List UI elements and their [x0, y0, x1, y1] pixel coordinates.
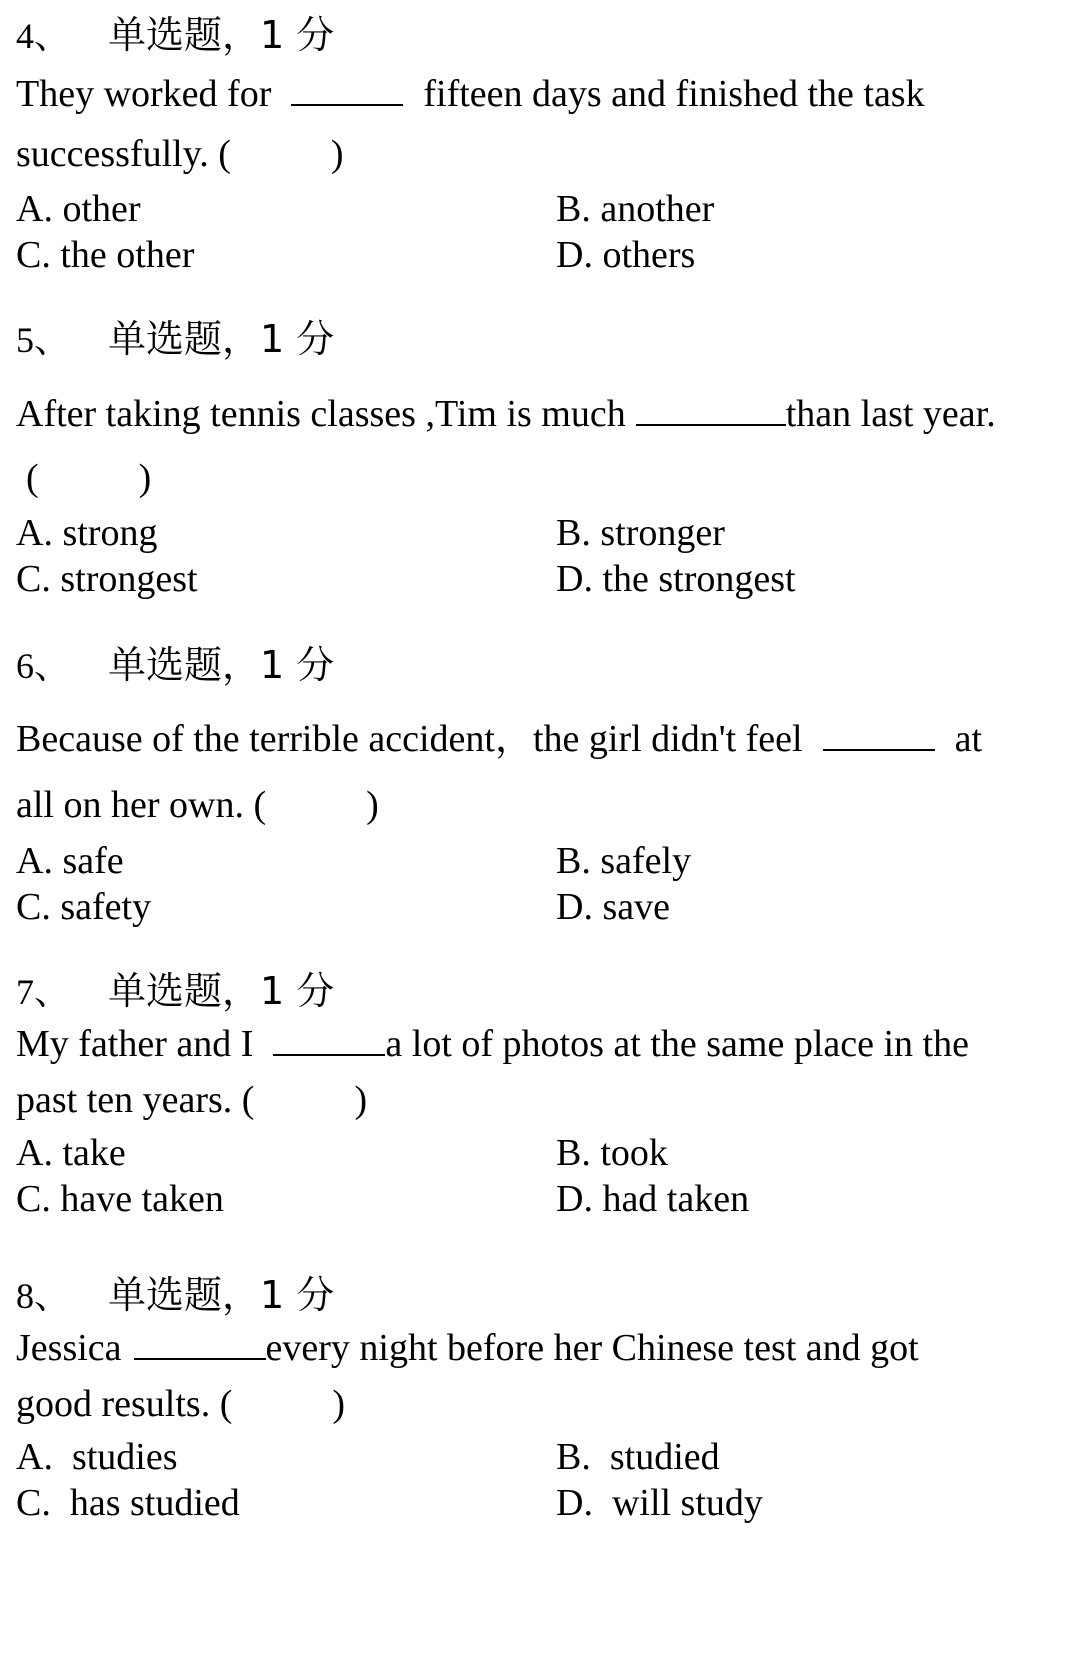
- options: [16, 1130, 1066, 1222]
- stem-text: Because of the terrible accident，the girl didn't feel: [16, 718, 803, 760]
- question-number: 6、: [16, 646, 71, 686]
- stem-text: successfully. (: [16, 133, 231, 175]
- stem-paren-close: ): [332, 1383, 346, 1425]
- question-header: [16, 1272, 1066, 1318]
- options: [16, 1434, 1066, 1526]
- question-header: [16, 642, 1066, 688]
- option-d[interactable]: D. will study: [556, 1482, 763, 1524]
- stem-text: (: [26, 457, 39, 499]
- option-c[interactable]: C. has studied: [16, 1482, 240, 1524]
- question-5: [16, 316, 1066, 602]
- question-type: 单选题，1 分: [108, 1273, 335, 1317]
- question-stem: [16, 706, 1066, 838]
- option-b[interactable]: B. stronger: [556, 512, 725, 554]
- options: [16, 510, 1066, 602]
- stem-paren-close: ): [354, 1079, 368, 1121]
- question-type: 单选题，1 分: [108, 317, 335, 361]
- question-4: [16, 12, 1066, 278]
- answer-blank: [273, 1020, 385, 1056]
- question-header: [16, 12, 1066, 58]
- options: [16, 838, 1066, 930]
- stem-paren-close: ): [366, 784, 379, 826]
- stem-text: at: [954, 718, 983, 760]
- stem-text: After taking tennis classes ,Tim is much: [16, 393, 626, 435]
- question-6: [16, 642, 1066, 930]
- stem-paren-close: ): [138, 457, 152, 499]
- question-type: 单选题，1 分: [108, 643, 335, 687]
- question-type: 单选题，1 分: [108, 969, 335, 1013]
- option-d[interactable]: D. had taken: [556, 1178, 750, 1220]
- option-c[interactable]: C. strongest: [16, 558, 198, 600]
- option-c[interactable]: C. have taken: [16, 1178, 224, 1220]
- stem-text: all on her own. (: [16, 784, 267, 826]
- question-number: 4、: [16, 16, 71, 56]
- option-a[interactable]: A. safe: [16, 840, 124, 882]
- option-a[interactable]: A. studies: [16, 1436, 178, 1478]
- question-number: 5、: [16, 320, 71, 360]
- stem-text: My father and I: [16, 1023, 254, 1065]
- option-a[interactable]: A. take: [16, 1132, 126, 1174]
- option-a[interactable]: A. strong: [16, 512, 158, 554]
- stem-text: every night before her Chinese test and got: [265, 1327, 919, 1369]
- stem-text: a lot of photos at the same place in the: [385, 1023, 969, 1065]
- options: [16, 186, 1066, 278]
- question-header: [16, 316, 1066, 362]
- option-b[interactable]: B. studied: [556, 1436, 720, 1478]
- stem-text: than last year.: [785, 393, 996, 435]
- question-8: [16, 1272, 1066, 1526]
- question-number: 8、: [16, 1276, 71, 1316]
- option-d[interactable]: D. save: [556, 886, 670, 928]
- question-stem: [16, 1016, 1066, 1128]
- option-c[interactable]: C. the other: [16, 234, 195, 276]
- option-a[interactable]: A. other: [16, 188, 141, 230]
- stem-text: fifteen days and finished the task: [423, 73, 925, 115]
- answer-blank: [291, 70, 403, 106]
- question-stem: [16, 64, 1066, 184]
- answer-blank: [636, 390, 786, 426]
- option-c[interactable]: C. safety: [16, 886, 152, 928]
- option-d[interactable]: D. others: [556, 234, 696, 276]
- option-b[interactable]: B. safely: [556, 840, 692, 882]
- question-stem: [16, 1320, 1066, 1432]
- stem-text: past ten years. (: [16, 1079, 255, 1121]
- answer-blank: [134, 1324, 266, 1360]
- stem-text: good results. (: [16, 1383, 233, 1425]
- question-7: [16, 968, 1066, 1222]
- option-b[interactable]: B. took: [556, 1132, 668, 1174]
- option-d[interactable]: D. the strongest: [556, 558, 796, 600]
- stem-paren-close: ): [330, 133, 344, 175]
- question-type: 单选题，1 分: [108, 13, 335, 57]
- stem-text: They worked for: [16, 73, 272, 115]
- question-header: [16, 968, 1066, 1014]
- question-number: 7、: [16, 972, 71, 1012]
- stem-text: Jessica: [16, 1327, 122, 1369]
- option-b[interactable]: B. another: [556, 188, 715, 230]
- question-stem: [16, 382, 1066, 510]
- answer-blank: [823, 715, 935, 751]
